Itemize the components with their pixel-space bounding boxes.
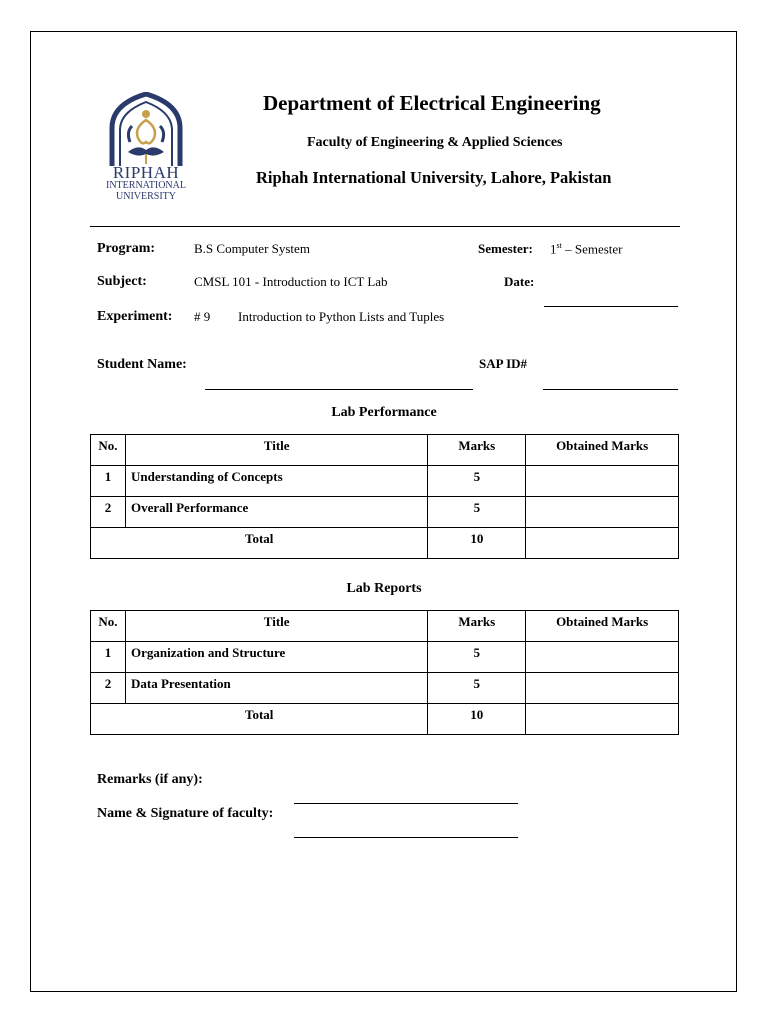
row-no: 2 [91,497,126,528]
row-obtained[interactable] [526,466,679,497]
lab-performance-title: Lab Performance [331,405,437,420]
header-obtained-marks: Obtained Marks [526,435,679,466]
row-marks: 5 [428,466,526,497]
header-no: No. [91,435,126,466]
table-row [91,466,679,497]
semester-number: 1 [550,241,557,257]
table-total-row [91,704,679,735]
riphah-emblem-icon [104,92,188,168]
row-title: Understanding of Concepts [125,466,427,497]
header-marks: Marks [428,611,526,642]
semester-ordinal: st [556,241,562,250]
row-title: Organization and Structure [125,642,427,673]
remarks-field-line[interactable] [294,803,518,804]
experiment-label: Experiment: [97,309,173,324]
row-marks: 5 [428,673,526,704]
semester-value [550,241,623,257]
header-title: Title [125,435,427,466]
remarks-label: Remarks (if any): [97,772,203,787]
row-marks: 5 [428,497,526,528]
total-obtained[interactable] [526,528,679,559]
logo-text-riphah: RIPHAH [112,163,180,182]
faculty-signature-label: Name & Signature of faculty: [97,806,274,821]
university-logo [96,92,196,204]
lab-reports-title: Lab Reports [346,581,422,596]
faculty-title: Faculty of Engineering & Applied Sciences [307,135,563,150]
table-row [91,642,679,673]
header-marks: Marks [428,435,526,466]
table-header-row [91,435,679,466]
lab-reports-table [90,610,679,735]
lab-performance-table [90,434,679,559]
experiment-title: Introduction to Python Lists and Tuples [238,309,445,324]
table-total-row [91,528,679,559]
sap-id-label: SAP ID# [479,356,528,371]
experiment-number: # 9 [194,309,211,324]
total-marks: 10 [428,528,526,559]
logo-text-international: INTERNATIONAL [106,180,186,191]
department-title: Department of Electrical Engineering [263,91,601,115]
total-obtained[interactable] [526,704,679,735]
faculty-signature-field-line[interactable] [294,837,518,838]
date-field-line[interactable] [544,306,678,307]
row-title: Overall Performance [125,497,427,528]
semester-label: Semester: [478,241,533,256]
row-marks: 5 [428,642,526,673]
header-obtained-marks: Obtained Marks [526,611,679,642]
semester-suffix: – Semester [561,241,623,257]
row-no: 1 [91,642,126,673]
row-no: 1 [91,466,126,497]
row-no: 2 [91,673,126,704]
header-divider [90,226,680,227]
table-row [91,497,679,528]
row-obtained[interactable] [526,497,679,528]
program-label: Program: [97,241,156,256]
row-obtained[interactable] [526,673,679,704]
subject-label: Subject: [97,274,147,289]
row-obtained[interactable] [526,642,679,673]
date-label: Date: [504,274,535,289]
subject-value: CMSL 101 - Introduction to ICT Lab [194,274,388,289]
row-title: Data Presentation [125,673,427,704]
table-header-row [91,611,679,642]
student-name-field-line[interactable] [205,389,473,390]
university-title: Riphah International University, Lahore, Pakistan [256,168,612,187]
logo-text-university: UNIVERSITY [116,191,176,202]
header-no: No. [91,611,126,642]
header-title: Title [125,611,427,642]
table-row [91,673,679,704]
total-label: Total [91,704,428,735]
program-value: B.S Computer System [194,241,310,256]
sap-id-field-line[interactable] [543,389,678,390]
student-name-label: Student Name: [97,357,187,372]
total-label: Total [91,528,428,559]
total-marks: 10 [428,704,526,735]
